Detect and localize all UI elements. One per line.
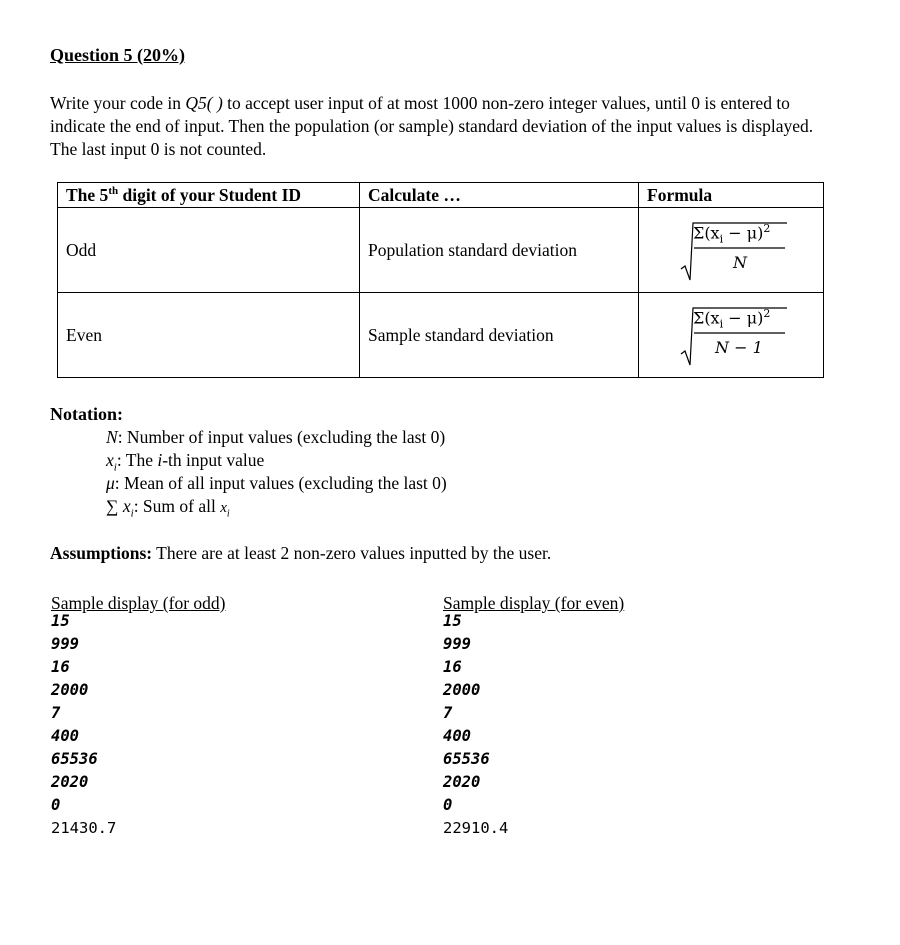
input-line: 400 bbox=[443, 727, 471, 745]
row-digit: Odd bbox=[58, 208, 360, 293]
input-line: 2020 bbox=[51, 773, 89, 791]
row-calc: Sample standard deviation bbox=[360, 293, 639, 378]
question-title: Question 5 (20%) bbox=[50, 45, 185, 65]
formula-denominator: N bbox=[733, 253, 747, 272]
input-line: 999 bbox=[443, 635, 471, 653]
notation-n: N: Number of input values (excluding the last 0) bbox=[106, 427, 446, 447]
row-formula bbox=[639, 208, 824, 293]
intro-part1: Write your code in bbox=[50, 93, 186, 113]
notation-heading: Notation: bbox=[50, 404, 123, 424]
sample-display-odd bbox=[51, 592, 225, 840]
question-description bbox=[50, 92, 840, 161]
intro-part2: to accept user input of at most 1000 non-zero integer values, until 0 is entered to indicate the end of input. Then the population (or sample) standard deviation of the input values is displayed. The last input 0 is not counted. bbox=[50, 93, 814, 159]
input-line: 16 bbox=[51, 658, 70, 676]
table-row bbox=[58, 208, 824, 293]
population-sd-formula bbox=[643, 216, 771, 284]
input-line: 15 bbox=[51, 612, 70, 630]
notation-mu: μ: Mean of all input values (excluding the last 0) bbox=[106, 473, 447, 493]
formula-numerator: $\Sigma(x_i - \mu)^2$ bbox=[693, 307, 771, 331]
sample-sd-formula bbox=[643, 301, 771, 369]
sample-odd-title: Sample display (for odd) bbox=[51, 593, 226, 613]
input-line: 65536 bbox=[443, 750, 490, 768]
input-line: 7 bbox=[51, 704, 61, 722]
header-calculate: Calculate … bbox=[360, 183, 639, 208]
formula-table bbox=[57, 182, 824, 378]
notation-sum: ∑ $x_i$: Sum of all $x_i$ bbox=[106, 496, 230, 520]
row-calc: Population standard deviation bbox=[360, 208, 639, 293]
input-line: 400 bbox=[51, 727, 79, 745]
table-row bbox=[58, 293, 824, 378]
input-line: 0 bbox=[443, 796, 453, 814]
input-line: 16 bbox=[443, 658, 462, 676]
input-line: 0 bbox=[51, 796, 61, 814]
input-line: 2020 bbox=[443, 773, 481, 791]
input-line: 7 bbox=[443, 704, 453, 722]
input-line: 2000 bbox=[51, 681, 89, 699]
function-name: Q5( ) bbox=[185, 93, 223, 113]
sample-even-title: Sample display (for even) bbox=[443, 593, 625, 613]
input-line: 999 bbox=[51, 635, 79, 653]
formula-numerator: $\Sigma(x_i - \mu)^2$ bbox=[693, 222, 771, 246]
input-line: 2000 bbox=[443, 681, 481, 699]
sample-display-even bbox=[443, 592, 624, 840]
input-line: 65536 bbox=[51, 750, 98, 768]
header-student-id: The 5th digit of your Student ID bbox=[58, 183, 360, 208]
formula-denominator: N − 1 bbox=[715, 338, 763, 357]
row-formula bbox=[639, 293, 824, 378]
assumptions: Assumptions: There are at least 2 non-zero values inputted by the user. bbox=[50, 543, 552, 563]
table-header-row bbox=[58, 183, 824, 208]
notation-xi: $x_i$: The i-th input value bbox=[106, 450, 265, 474]
output-line: 22910.4 bbox=[443, 819, 509, 837]
input-line: 15 bbox=[443, 612, 462, 630]
output-line: 21430.7 bbox=[51, 819, 117, 837]
header-formula: Formula bbox=[639, 183, 824, 208]
row-digit: Even bbox=[58, 293, 360, 378]
